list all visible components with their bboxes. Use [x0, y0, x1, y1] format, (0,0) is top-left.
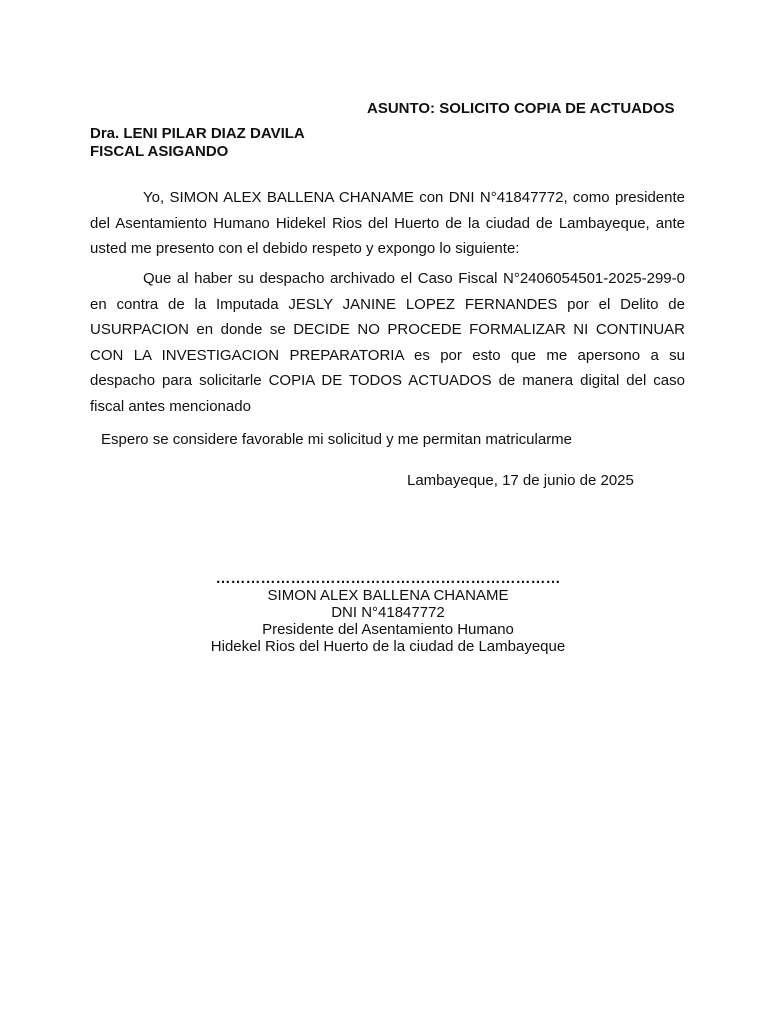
- place-date: Lambayeque, 17 de junio de 2025: [407, 472, 634, 489]
- signature-line: ……………………………………………………………: [215, 570, 561, 587]
- signer-name: SIMON ALEX BALLENA CHANAME: [267, 587, 509, 604]
- signer-title: Presidente del Asentamiento Humano: [262, 621, 514, 638]
- body-paragraph-intro: Yo, SIMON ALEX BALLENA CHANAME con DNI N°41847772, como presidente del Asentamiento Humano Hidekel Rios del Huerto de la ciudad de Lambayeque, ante usted me presento con el debido respeto y expongo lo siguiente:: [90, 189, 685, 257]
- signer-dni: DNI N°41847772: [331, 604, 445, 621]
- subject-line: ASUNTO: SOLICITO COPIA DE ACTUADOS: [367, 100, 675, 117]
- recipient-block: [90, 125, 305, 161]
- recipient-name: Dra. LENI PILAR DIAZ DAVILA: [90, 125, 305, 142]
- closing-sentence: Espero se considere favorable mi solicitud y me permitan matricularme: [101, 431, 573, 448]
- recipient-role: FISCAL ASIGANDO: [90, 143, 229, 160]
- signature-block: [188, 570, 588, 655]
- body-paragraph-request: Que al haber su despacho archivado el Caso Fiscal N°2406054501-2025-299-0 en contra de la Imputada JESLY JANINE LOPEZ FERNANDES por el Delito de USURPACION en donde se DECIDE NO PROCEDE FORMALIZAR NI CONTINUAR CON LA INVESTIGACION PREPARATORIA es por esto que me apersono a su despacho para solicitarle COPIA DE TODOS ACTUADOS de manera digital del caso fiscal antes mencionado: [90, 270, 685, 415]
- signer-organization: Hidekel Rios del Huerto de la ciudad de Lambayeque: [210, 638, 566, 655]
